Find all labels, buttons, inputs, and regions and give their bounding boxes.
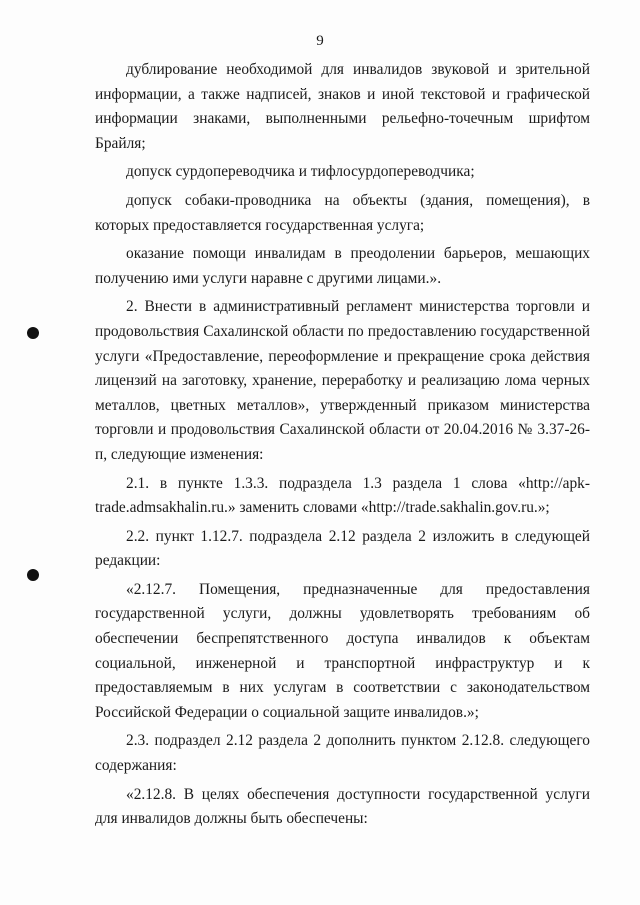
binder-hole-icon	[27, 569, 39, 581]
paragraph-sign-interpreter: допуск сурдопереводчика и тифлосурдопереводчика;	[126, 163, 475, 181]
page-number: 9	[316, 33, 324, 49]
paragraph-braille-info: дублирование необходимой для инвалидов звуковой и зрительной информации, а также надписей, знаков и иной текстовой и графической информации знаками, выполненными рельефно-точечным шрифтом Брайля;	[95, 61, 590, 152]
paragraph-quote-2-12-8: «2.12.8. В целях обеспечения доступности государственной услуги для инвалидов должны быть обеспечены:	[95, 785, 590, 828]
paragraph-item-2-2: 2.2. пункт 1.12.7. подраздела 2.12 раздела 2 изложить в следующей редакции:	[95, 527, 590, 570]
paragraph-quote-2-12-7: «2.12.7. Помещения, предназначенные для предоставления государственной услуги, должны удовлетворять требованиям об обеспечении беспрепятственного доступа инвалидов к объектам социальной, инженерной и транспортной инфраструктур и к предоставляемым в них услугам в соответствии с законодательством Российской Федерации о социальной защите инвалидов.»;	[95, 580, 590, 721]
paragraph-item-2-1: 2.1. в пункте 1.3.3. подраздела 1.3 раздела 1 слова «http://apk-trade.admsakhalin.ru.» заменить словами «http://trade.sakhalin.gov.ru.»;	[95, 474, 590, 517]
paragraph-item-2: 2. Внести в административный регламент министерства торговли и продовольствия Сахалинской области по предоставлению государственной услуги «Предоставление, переоформление и прекращение срока действия лицензий на заготовку, хранение, переработку и реализацию лома черных металлов, цветных металлов», утвержденный приказом министерства торговли и продовольствия Сахалинской области от 20.04.2016 № 3.37-26-п, следующие изменения:	[95, 298, 590, 463]
paragraph-guide-dog: допуск собаки-проводника на объекты (здания, помещения), в которых предоставляется государственная услуга;	[95, 191, 590, 234]
binder-hole-icon	[27, 327, 39, 339]
paragraph-item-2-3: 2.3. подраздел 2.12 раздела 2 дополнить пунктом 2.12.8. следующего содержания:	[95, 732, 590, 775]
paragraph-barrier-help: оказание помощи инвалидам в преодолении барьеров, мешающих получению ими услуги наравне с другими лицами.».	[95, 245, 590, 287]
document-body	[95, 58, 590, 832]
